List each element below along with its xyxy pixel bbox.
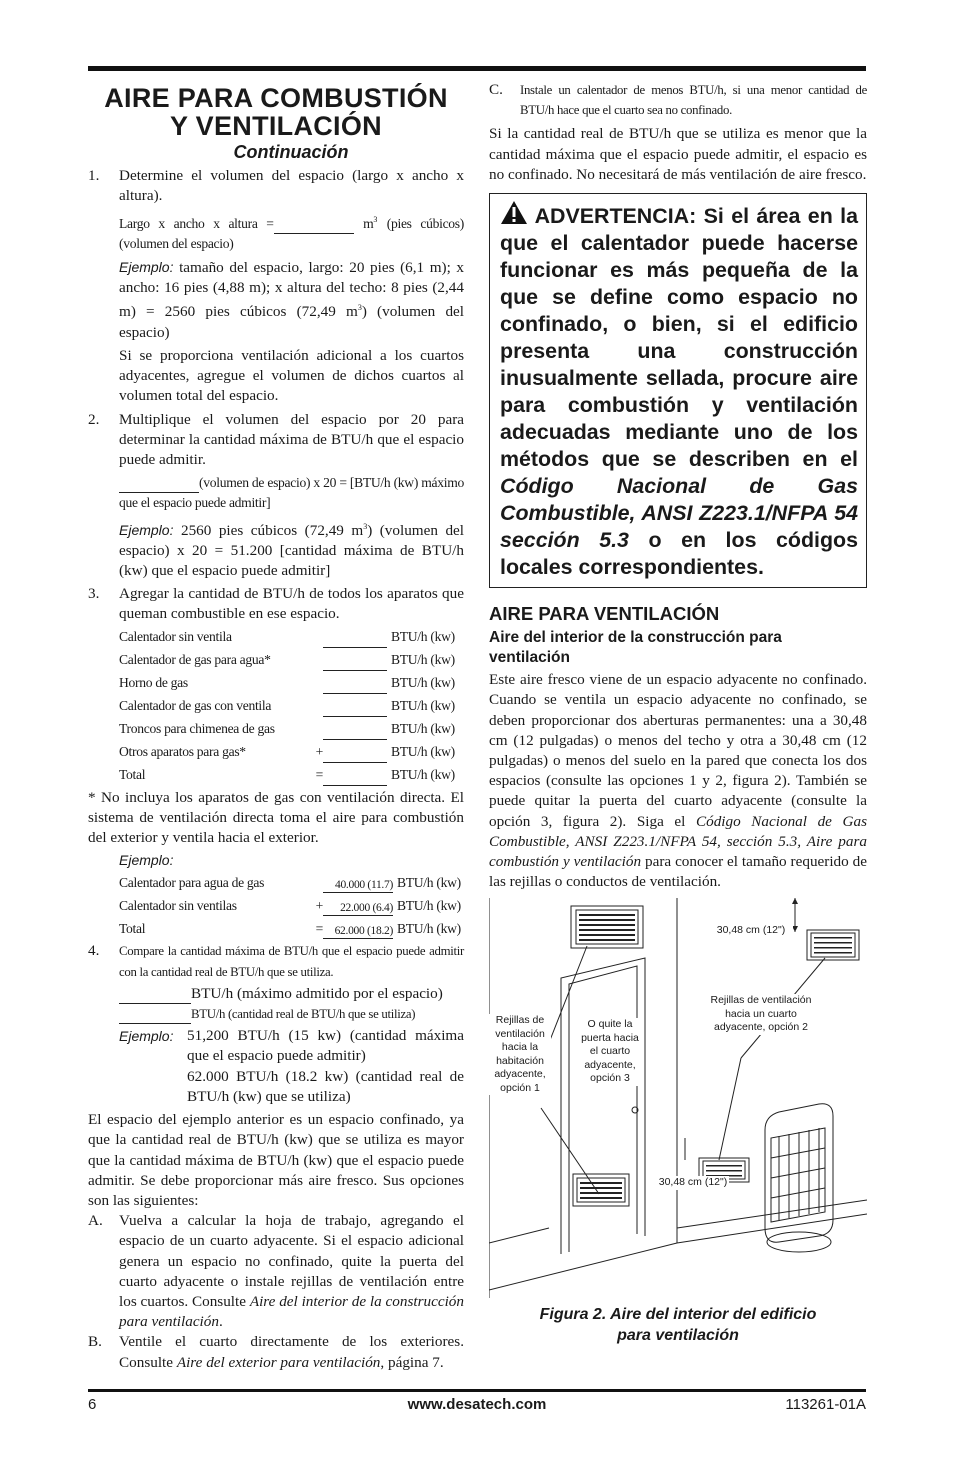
para-text-end: para conocer el tamaño requerido de las rejillas o conductos de ventilación.: [489, 853, 867, 891]
top-rule: [88, 66, 866, 71]
operator: =: [315, 767, 323, 783]
caption-line-2: para ventilación: [617, 1327, 739, 1345]
warning-tail: o en los códigos locales correspondientes.: [500, 528, 858, 580]
superscript: 3: [363, 521, 368, 531]
unit-label: BTU/h (kw): [391, 767, 455, 783]
example-label: Calentador para agua de gas: [119, 875, 265, 891]
unit-label: BTU/h (kw): [397, 875, 461, 891]
ventilation-paragraph: [489, 670, 867, 892]
appliance-row: [119, 625, 464, 648]
figure-2: [489, 898, 867, 1298]
title-line-1: AIRE PARA COMBUSTIÓN: [104, 83, 448, 113]
subtitle: Continuación: [233, 142, 349, 162]
unit-label: BTU/h (kw): [391, 652, 455, 668]
example-text-end: ) (volumen del espacio) x 20 = 51.200 [cantidad máxima de BTU/h (kw) que el espacio puede admitir]: [119, 521, 464, 580]
appliance-row: [119, 763, 464, 786]
option-ref: Aire del exterior para ventilación: [176, 1353, 381, 1371]
blank-line: [119, 989, 191, 1004]
formula-unit: m: [363, 215, 374, 231]
blank-line[interactable]: [323, 746, 387, 763]
example-table: [119, 870, 464, 939]
unit-label: BTU/h (kw): [391, 629, 455, 645]
example-value: 40.000 (11.7): [323, 878, 393, 893]
appliance-label: Calentador sin ventila: [119, 629, 232, 645]
para-code-ref: Código Nacional de Gas Combustible, ANSI Z223.1/NFPA 54, sección 5.3, Aire para combustión y ventilación: [489, 812, 867, 871]
option-ref: Aire del interior de la construcción para ventilación: [119, 1292, 464, 1331]
unit-label: BTU/h (kw): [397, 921, 461, 937]
step-4: [88, 941, 464, 1107]
unit-label: BTU/h (kw): [391, 721, 455, 737]
appliance-label: Calentador de gas para agua*: [119, 652, 271, 668]
label-option-1: Rejillas de ventilación hacia la habitación adyacente, opción 1: [489, 1014, 551, 1095]
footer-rule: [88, 1389, 866, 1392]
warning-box: [489, 193, 867, 588]
para-text: Este aire fresco viene de un espacio adyacente no confinado. Cuando se ventila un espacio adyacente no confinado, se deben proporcionar dos aberturas permanentes: una a 30,48 cm (12 pulgadas) o menos del techo y otra a 30,48 cm (12 pulgadas) o menos del suelo en la pared que conecta los dos espacios (consulte las opciones 1 y 2, figura 2). También se puede quitar la puerta del cuarto adyacente (consulte la opción 3, figura 2). Siga el: [489, 671, 867, 830]
step-text: Compare la cantidad máxima de BTU/h que el espacio puede admitir con la cantidad real de BTU/h que se utiliza.: [119, 944, 464, 979]
step1-example: [119, 257, 464, 343]
left-column: [88, 80, 464, 1373]
room-illustration: [489, 898, 867, 1298]
example-value: 62.000 (18.2): [323, 924, 393, 939]
step-text: Multiplique el volumen del espacio por 20 para determinar la cantidad máxima de BTU/h que el espacio puede admitir.: [119, 410, 464, 468]
example-label: Ejemplo:: [119, 1028, 174, 1045]
example-label: Ejemplo:: [119, 852, 174, 869]
blank-line[interactable]: [323, 769, 387, 786]
ventilation-heading: AIRE PARA VENTILACIÓN: [489, 603, 720, 625]
appliance-row: [119, 740, 464, 763]
option-letter: B.: [88, 1333, 102, 1351]
dimension-top: 30,48 cm (12"): [709, 924, 793, 938]
blank-line: [119, 1009, 191, 1024]
caption-line-1: Figura 2. Aire del interior del edificio: [539, 1306, 817, 1324]
figure-caption: [489, 1304, 867, 1346]
blank-line[interactable]: [323, 654, 387, 671]
example-row: [119, 916, 464, 939]
example-b: 62.000 BTU/h (18.2 kw) (cantidad real de BTU/h (kw) que se utiliza): [187, 1067, 464, 1105]
superscript: 3: [357, 303, 362, 313]
right-column: [489, 80, 867, 1346]
blank-line[interactable]: [323, 631, 387, 648]
operator: =: [315, 921, 323, 937]
operator: +: [315, 744, 323, 760]
option-letter: C.: [489, 81, 503, 98]
example-label: Ejemplo:: [119, 259, 174, 276]
appliance-row: [119, 694, 464, 717]
step-1: [88, 166, 464, 406]
appliance-label: Calentador de gas con ventila: [119, 698, 272, 714]
example-label: Calentador sin ventilas: [119, 898, 237, 914]
formula-label: Largo x ancho x altura =: [119, 215, 274, 231]
appliance-row: [119, 671, 464, 694]
step-text: Determine el volumen del espacio (largo x ancho x altura).: [119, 167, 464, 205]
unconfined-text: Si la cantidad real de BTU/h que se utiliza es menor que la cantidad máxima que el espacio puede admitir, el espacio es no confinado. No necesitará de más ventilación de aire fresco.: [489, 125, 867, 183]
step-text: Agregar la cantidad de BTU/h de todos los aparatos que queman combustible en ese espacio.: [119, 585, 464, 623]
blank-line: [119, 478, 199, 493]
step2-formula: [119, 473, 464, 513]
operator: +: [315, 898, 323, 914]
option-text: Ventile el cuarto directamente de los exteriores. Consulte: [119, 1333, 464, 1371]
option-b: [88, 1332, 464, 1372]
option-a: [88, 1211, 464, 1332]
example-row: [119, 870, 464, 893]
option-text: Vuelva a calcular la hoja de trabajo, agregando el espacio de un cuarto adyacente. Si el espacio adicional genera un espacio no confinado, quite la puerta del cuarto adyacente o instale rejillas de ventilación entre los cuartos. Consulte: [119, 1212, 464, 1310]
appliance-label: Total: [119, 767, 146, 783]
line-text: BTU/h (cantidad real de BTU/h que se utiliza): [191, 1007, 416, 1022]
step-number: 1.: [88, 167, 100, 185]
section-title: [88, 84, 464, 140]
appliance-label: Troncos para chimenea de gas: [119, 721, 275, 737]
example-text: tamaño del espacio, largo: 20 pies (6,1 m); x ancho: 16 pies (4,88 m); x altura del techo: 8 pies (2,44 m) = 2560 pies cúbicos (72,49 m: [119, 259, 465, 321]
option-letter: A.: [88, 1212, 103, 1230]
example-label: Ejemplo:: [119, 521, 174, 538]
step-2: [88, 410, 464, 582]
conclusion-text: El espacio del ejemplo anterior es un espacio confinado, ya que la cantidad real de BTU/h (kw) que se utiliza es mayor que la cantidad máxima de BTU/h (kw) que el espacio puede admitir. Se debe proporcionar más aire fresco. Sus opciones son las siguientes:: [88, 1111, 464, 1209]
warning-text: ADVERTENCIA: Si el área en la que el calentador puede hacerse funcionar es más pequeña de la que se define como espacio no confinado, o bien, si el edificio presenta una construcción inusualmente sellada, procure aire para combustión y ventilación adecuadas mediante uno de los métodos que se describen en el: [500, 204, 858, 472]
warning-triangle-icon: [500, 200, 528, 225]
footnote: * No incluya los aparatos de gas con ventilación directa. El sistema de ventilación directa toma el aire para combustión del exterior y ventila hacia el exterior.: [88, 788, 464, 847]
step1-note: Si se proporciona ventilación adicional a los cuartos adyacentes, agregue el volumen de dichos cuartos al volumen total del espacio.: [119, 346, 464, 405]
warning-code-ref: Código Nacional de Gas Combustible, ANSI Z223.1/NFPA 54 sección 5.3: [500, 474, 858, 553]
unit-label: BTU/h (kw): [397, 898, 461, 914]
appliance-row: [119, 648, 464, 671]
example-label: Total: [119, 921, 146, 937]
unit-label: BTU/h (kw): [391, 675, 455, 691]
blank-line[interactable]: [323, 700, 387, 717]
unit-label: BTU/h (kw): [391, 698, 455, 714]
step4-line1: [119, 984, 464, 1004]
superscript: 3: [373, 214, 378, 224]
formula-desc: (pies cúbicos) (volumen del espacio): [119, 215, 465, 251]
page-number: 6: [88, 1396, 97, 1413]
option-tail: .: [218, 1313, 223, 1331]
document-number: 113261-01A: [785, 1396, 866, 1413]
step4-line2: [119, 1004, 464, 1024]
option-c: [489, 80, 867, 120]
unit-label: BTU/h (kw): [391, 744, 455, 760]
step-number: 3.: [88, 585, 100, 603]
website-link[interactable]: www.desatech.com: [407, 1396, 547, 1413]
blank-line[interactable]: [323, 677, 387, 694]
title-line-2: Y VENTILACIÓN: [170, 111, 382, 141]
example-text-end: ) (volumen del espacio): [119, 303, 464, 341]
formula-text: (volumen de espacio) x 20 = [BTU/h (kw) máximo que el espacio puede admitir]: [119, 475, 464, 511]
example-text: 2560 pies cúbicos (72,49 m: [180, 521, 364, 539]
appliance-label: Horno de gas: [119, 675, 188, 691]
blank-line: [274, 219, 354, 234]
label-option-2: Rejillas de ventilación hacia un cuarto adyacente, opción 2: [701, 994, 821, 1035]
ventilation-subheading: Aire del interior de la construcción para ventilación: [489, 629, 782, 667]
example-a: 51,200 BTU/h (15 kw) (cantidad máxima que el espacio puede admitir): [187, 1027, 464, 1065]
step-number: 4.: [88, 942, 100, 960]
line-text: BTU/h (máximo admitido por el espacio): [191, 984, 443, 1002]
option-tail: , página 7.: [380, 1353, 444, 1371]
appliance-table: [119, 625, 464, 786]
step-3: [88, 584, 464, 624]
blank-line[interactable]: [323, 723, 387, 740]
appliance-label: Otros aparatos para gas*: [119, 744, 246, 760]
step-number: 2.: [88, 410, 100, 428]
label-option-3: O quite la puerta hacia el cuarto adyacente, opción 3: [577, 1018, 643, 1086]
example-value: 22.000 (6.4): [323, 901, 393, 916]
step1-formula: [119, 210, 464, 254]
step4-example: [119, 1026, 464, 1107]
option-text: Instale un calentador de menos BTU/h, si una menor cantidad de BTU/h hace que el cuarto sea no confinado.: [520, 83, 867, 118]
appliance-row: [119, 717, 464, 740]
example-row: [119, 893, 464, 916]
dimension-bottom: 30,48 cm (12"): [658, 1176, 728, 1189]
step2-example: [119, 517, 464, 582]
